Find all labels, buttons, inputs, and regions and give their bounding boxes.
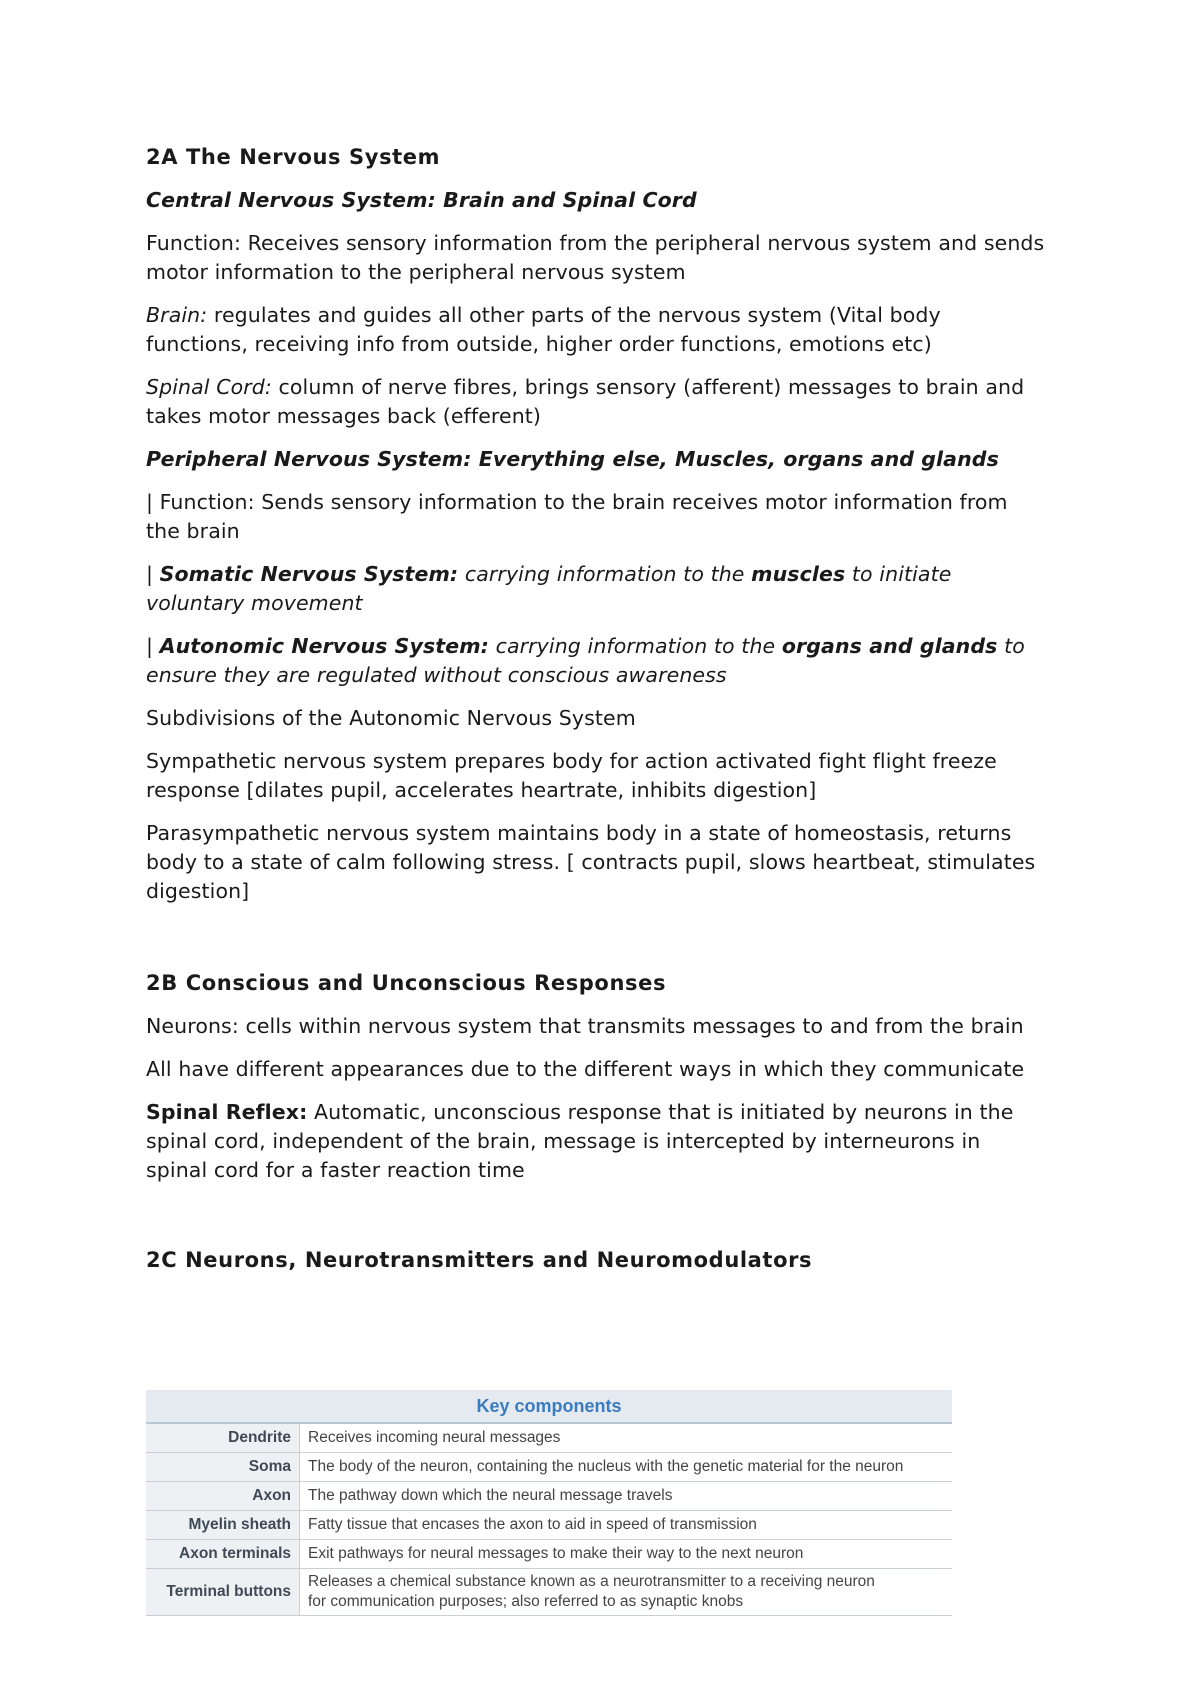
cns-heading: Central Nervous System: Brain and Spinal Cord — [146, 188, 697, 212]
spinal-cord-paragraph — [146, 373, 1046, 431]
autonomic-text-1: carrying information to the — [488, 634, 782, 658]
table-term: Soma — [146, 1453, 300, 1482]
key-components-table — [146, 1390, 952, 1616]
table-desc: Receives incoming neural messages — [300, 1423, 953, 1453]
table-term: Terminal buttons — [146, 1569, 300, 1616]
somatic-label: Somatic Nervous System: — [159, 562, 459, 586]
table-desc-line-2: for communication purposes; also referred to as synaptic knobs — [308, 1593, 744, 1610]
table-desc — [300, 1569, 953, 1616]
brain-text: regulates and guides all other parts of the nervous system (Vital body functions, receiving info from outside, higher order functions, emotions etc) — [146, 303, 941, 356]
table-row — [146, 1423, 952, 1453]
table-desc-line-1: Releases a chemical substance known as a neurotransmitter to a receiving neuron — [308, 1573, 875, 1590]
table-desc: The pathway down which the neural message travels — [300, 1482, 953, 1511]
table-desc: Fatty tissue that encases the axon to aid in speed of transmission — [300, 1511, 953, 1540]
somatic-prefix: | — [146, 562, 160, 586]
autonomic-prefix: | — [146, 634, 160, 658]
table-term: Axon — [146, 1482, 300, 1511]
section-spacer — [146, 920, 1046, 968]
brain-paragraph — [146, 301, 1046, 359]
spinal-reflex-label: Spinal Reflex: — [146, 1100, 308, 1124]
autonomic-label: Autonomic Nervous System: — [159, 634, 489, 658]
table-row — [146, 1482, 952, 1511]
spinal-cord-text: column of nerve fibres, brings sensory (afferent) messages to brain and takes motor messages back (efferent) — [146, 375, 1025, 428]
subdivisions: Subdivisions of the Autonomic Nervous System — [146, 706, 636, 730]
autonomic-bold: organs and glands — [781, 634, 998, 658]
table-row — [146, 1569, 952, 1616]
spinal-cord-label: Spinal Cord: — [146, 375, 272, 399]
autonomic-paragraph — [146, 632, 1046, 690]
table-row — [146, 1453, 952, 1482]
table-term: Axon terminals — [146, 1540, 300, 1569]
document-body — [146, 142, 1046, 1289]
section-2c-heading: 2C Neurons, Neurotransmitters and Neuromodulators — [146, 1248, 813, 1272]
table-term: Myelin sheath — [146, 1511, 300, 1540]
sympathetic-paragraph: Sympathetic nervous system prepares body for action activated fight flight freeze response [dilates pupil, accelerates heartrate, inhibits digestion] — [146, 749, 997, 802]
autonomic-text-2: to ensure they are regulated without conscious awareness — [146, 634, 1025, 687]
spinal-reflex-text: Automatic, unconscious response that is initiated by neurons in the spinal cord, independent of the brain, message is intercepted by interneurons in spinal cord for a faster reaction time — [146, 1100, 1014, 1182]
table-desc: The body of the neuron, containing the nucleus with the genetic material for the neuron — [300, 1453, 953, 1482]
somatic-text-2: to initiate voluntary movement — [146, 562, 952, 615]
table-desc: Exit pathways for neural messages to make their way to the next neuron — [300, 1540, 953, 1569]
pns-function: | Function: Sends sensory information to the brain receives motor information from the brain — [146, 490, 1008, 543]
appearances-paragraph: All have different appearances due to the different ways in which they communicate — [146, 1057, 1025, 1081]
pns-heading: Peripheral Nervous System: Everything else, Muscles, organs and glands — [146, 447, 999, 471]
cns-function: Function: Receives sensory information from the peripheral nervous system and sends motor information to the peripheral nervous system — [146, 231, 1045, 284]
spinal-reflex-paragraph — [146, 1098, 1046, 1185]
somatic-paragraph — [146, 560, 1046, 618]
somatic-bold: muscles — [751, 562, 846, 586]
neurons-paragraph: Neurons: cells within nervous system that transmits messages to and from the brain — [146, 1014, 1024, 1038]
somatic-text-1: carrying information to the — [458, 562, 752, 586]
section-2b-heading: 2B Conscious and Unconscious Responses — [146, 971, 667, 995]
parasympathetic-paragraph: Parasympathetic nervous system maintains body in a state of homeostasis, returns body to a state of calm following stress. [ contracts pupil, slows heartbeat, stimulates digestion] — [146, 821, 1036, 903]
table-term: Dendrite — [146, 1423, 300, 1453]
section-spacer — [146, 1199, 1046, 1245]
table-row — [146, 1511, 952, 1540]
table-row — [146, 1540, 952, 1569]
table-title: Key components — [146, 1390, 952, 1423]
brain-label: Brain: — [146, 303, 208, 327]
section-2a-heading: 2A The Nervous System — [146, 145, 441, 169]
